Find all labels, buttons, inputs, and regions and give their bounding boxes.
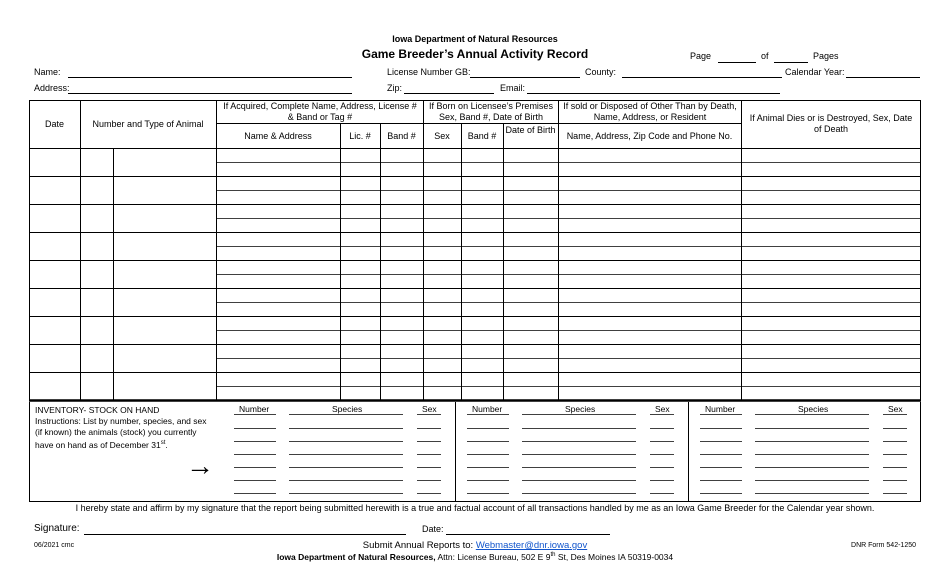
email-field[interactable]: [527, 82, 780, 94]
inventory-section: [29, 402, 921, 502]
date-label: Date:: [422, 524, 444, 534]
agency-bold: Iowa Department of Natural Resources,: [276, 552, 436, 562]
dies-column-header: If Animal Dies or is Destroyed, Sex, Date of Death: [749, 113, 913, 134]
inventory-number-header-3: Number: [705, 404, 736, 414]
of-label: of: [761, 51, 769, 61]
pages-label: Pages: [813, 51, 839, 61]
name-label: Name:: [34, 67, 61, 77]
number-type-column-header: Number and Type of Animal: [92, 119, 204, 129]
calendar-year-label: Calendar Year:: [785, 67, 845, 77]
inventory-species-header-3: Species: [798, 404, 829, 414]
zip-label: Zip:: [387, 83, 403, 93]
form-revision: 06/2021 cmc: [34, 542, 75, 549]
band-born-column-header: Band #: [467, 131, 497, 141]
lic-column-header: Lic. #: [349, 131, 371, 141]
address-field[interactable]: [68, 82, 352, 94]
total-pages-field[interactable]: [774, 51, 808, 63]
inventory-number-header-2: Number: [472, 404, 503, 414]
signature-field[interactable]: [84, 523, 406, 535]
page-number-field[interactable]: [718, 51, 756, 63]
license-number-label: License Number GB:: [387, 67, 471, 77]
affirmation-statement: I hereby state and affirm by my signature that the report being submitted herewith is a true and factual account of all transactions handled by me as an Iowa Game Breeder for the Calendar year shown.: [75, 503, 875, 513]
form-number: DNR Form 542-1250: [851, 542, 916, 549]
date-of-birth-column-header: Date of Birth: [505, 125, 556, 135]
inventory-number-header-1: Number: [239, 404, 270, 414]
county-label: County:: [585, 67, 617, 77]
email-label: Email:: [500, 83, 526, 93]
sold-group-header: If sold or Disposed of Other Than by Death, Name, Address, or Resident: [563, 101, 737, 122]
band-column-header: Band #: [387, 131, 416, 141]
inventory-sex-header-1: Sex: [422, 404, 437, 414]
submit-line: [0, 540, 950, 551]
activity-table-grid: [29, 100, 921, 402]
inventory-sex-header-3: Sex: [888, 404, 903, 414]
acquired-group-header: If Acquired, Complete Name, Address, License # & Band or Tag #: [223, 101, 417, 122]
inventory-entry-lines[interactable]: [30, 402, 922, 502]
date-column-header: Date: [44, 119, 64, 129]
license-number-field[interactable]: [470, 66, 580, 78]
name-field[interactable]: [68, 66, 352, 78]
inventory-species-header-2: Species: [565, 404, 596, 414]
inventory-instructions-text: Instructions: List by number, species, and sex (if known) the animals (stock) you currently have on hand as of December 31st.: [35, 416, 207, 450]
page-label: Page: [690, 51, 712, 61]
calendar-year-field[interactable]: [846, 66, 920, 78]
address-label: Address:: [34, 83, 70, 93]
submit-text: Submit Annual Reports to:: [362, 540, 476, 551]
sex-column-header: Sex: [434, 131, 450, 141]
arrow-right-icon: →: [186, 450, 214, 481]
webmaster-email-link[interactable]: Webmaster@dnr.iowa.gov: [475, 540, 588, 551]
mailing-address: Iowa Department of Natural Resources, Attn: License Bureau, 502 E 9th St, Des Moines IA 50319-0034: [276, 552, 674, 562]
agency-heading: Iowa Department of Natural Resources: [392, 34, 558, 44]
inventory-species-header-1: Species: [332, 404, 363, 414]
signature-label: Signature:: [34, 523, 80, 534]
zip-field[interactable]: [404, 82, 494, 94]
page-title: Game Breeder’s Annual Activity Record: [361, 47, 589, 61]
inventory-sex-header-2: Sex: [655, 404, 670, 414]
inventory-title: INVENTORY- STOCK ON HAND: [35, 405, 160, 415]
activity-table: [29, 100, 921, 402]
date-field[interactable]: [446, 523, 610, 535]
county-field[interactable]: [622, 66, 782, 78]
sold-details-column-header: Name, Address, Zip Code and Phone No.: [566, 131, 733, 141]
born-group-header: If Born on Licensee’s Premises Sex, Band #, Date of Birth: [429, 101, 553, 122]
name-address-column-header: Name & Address: [244, 131, 312, 141]
